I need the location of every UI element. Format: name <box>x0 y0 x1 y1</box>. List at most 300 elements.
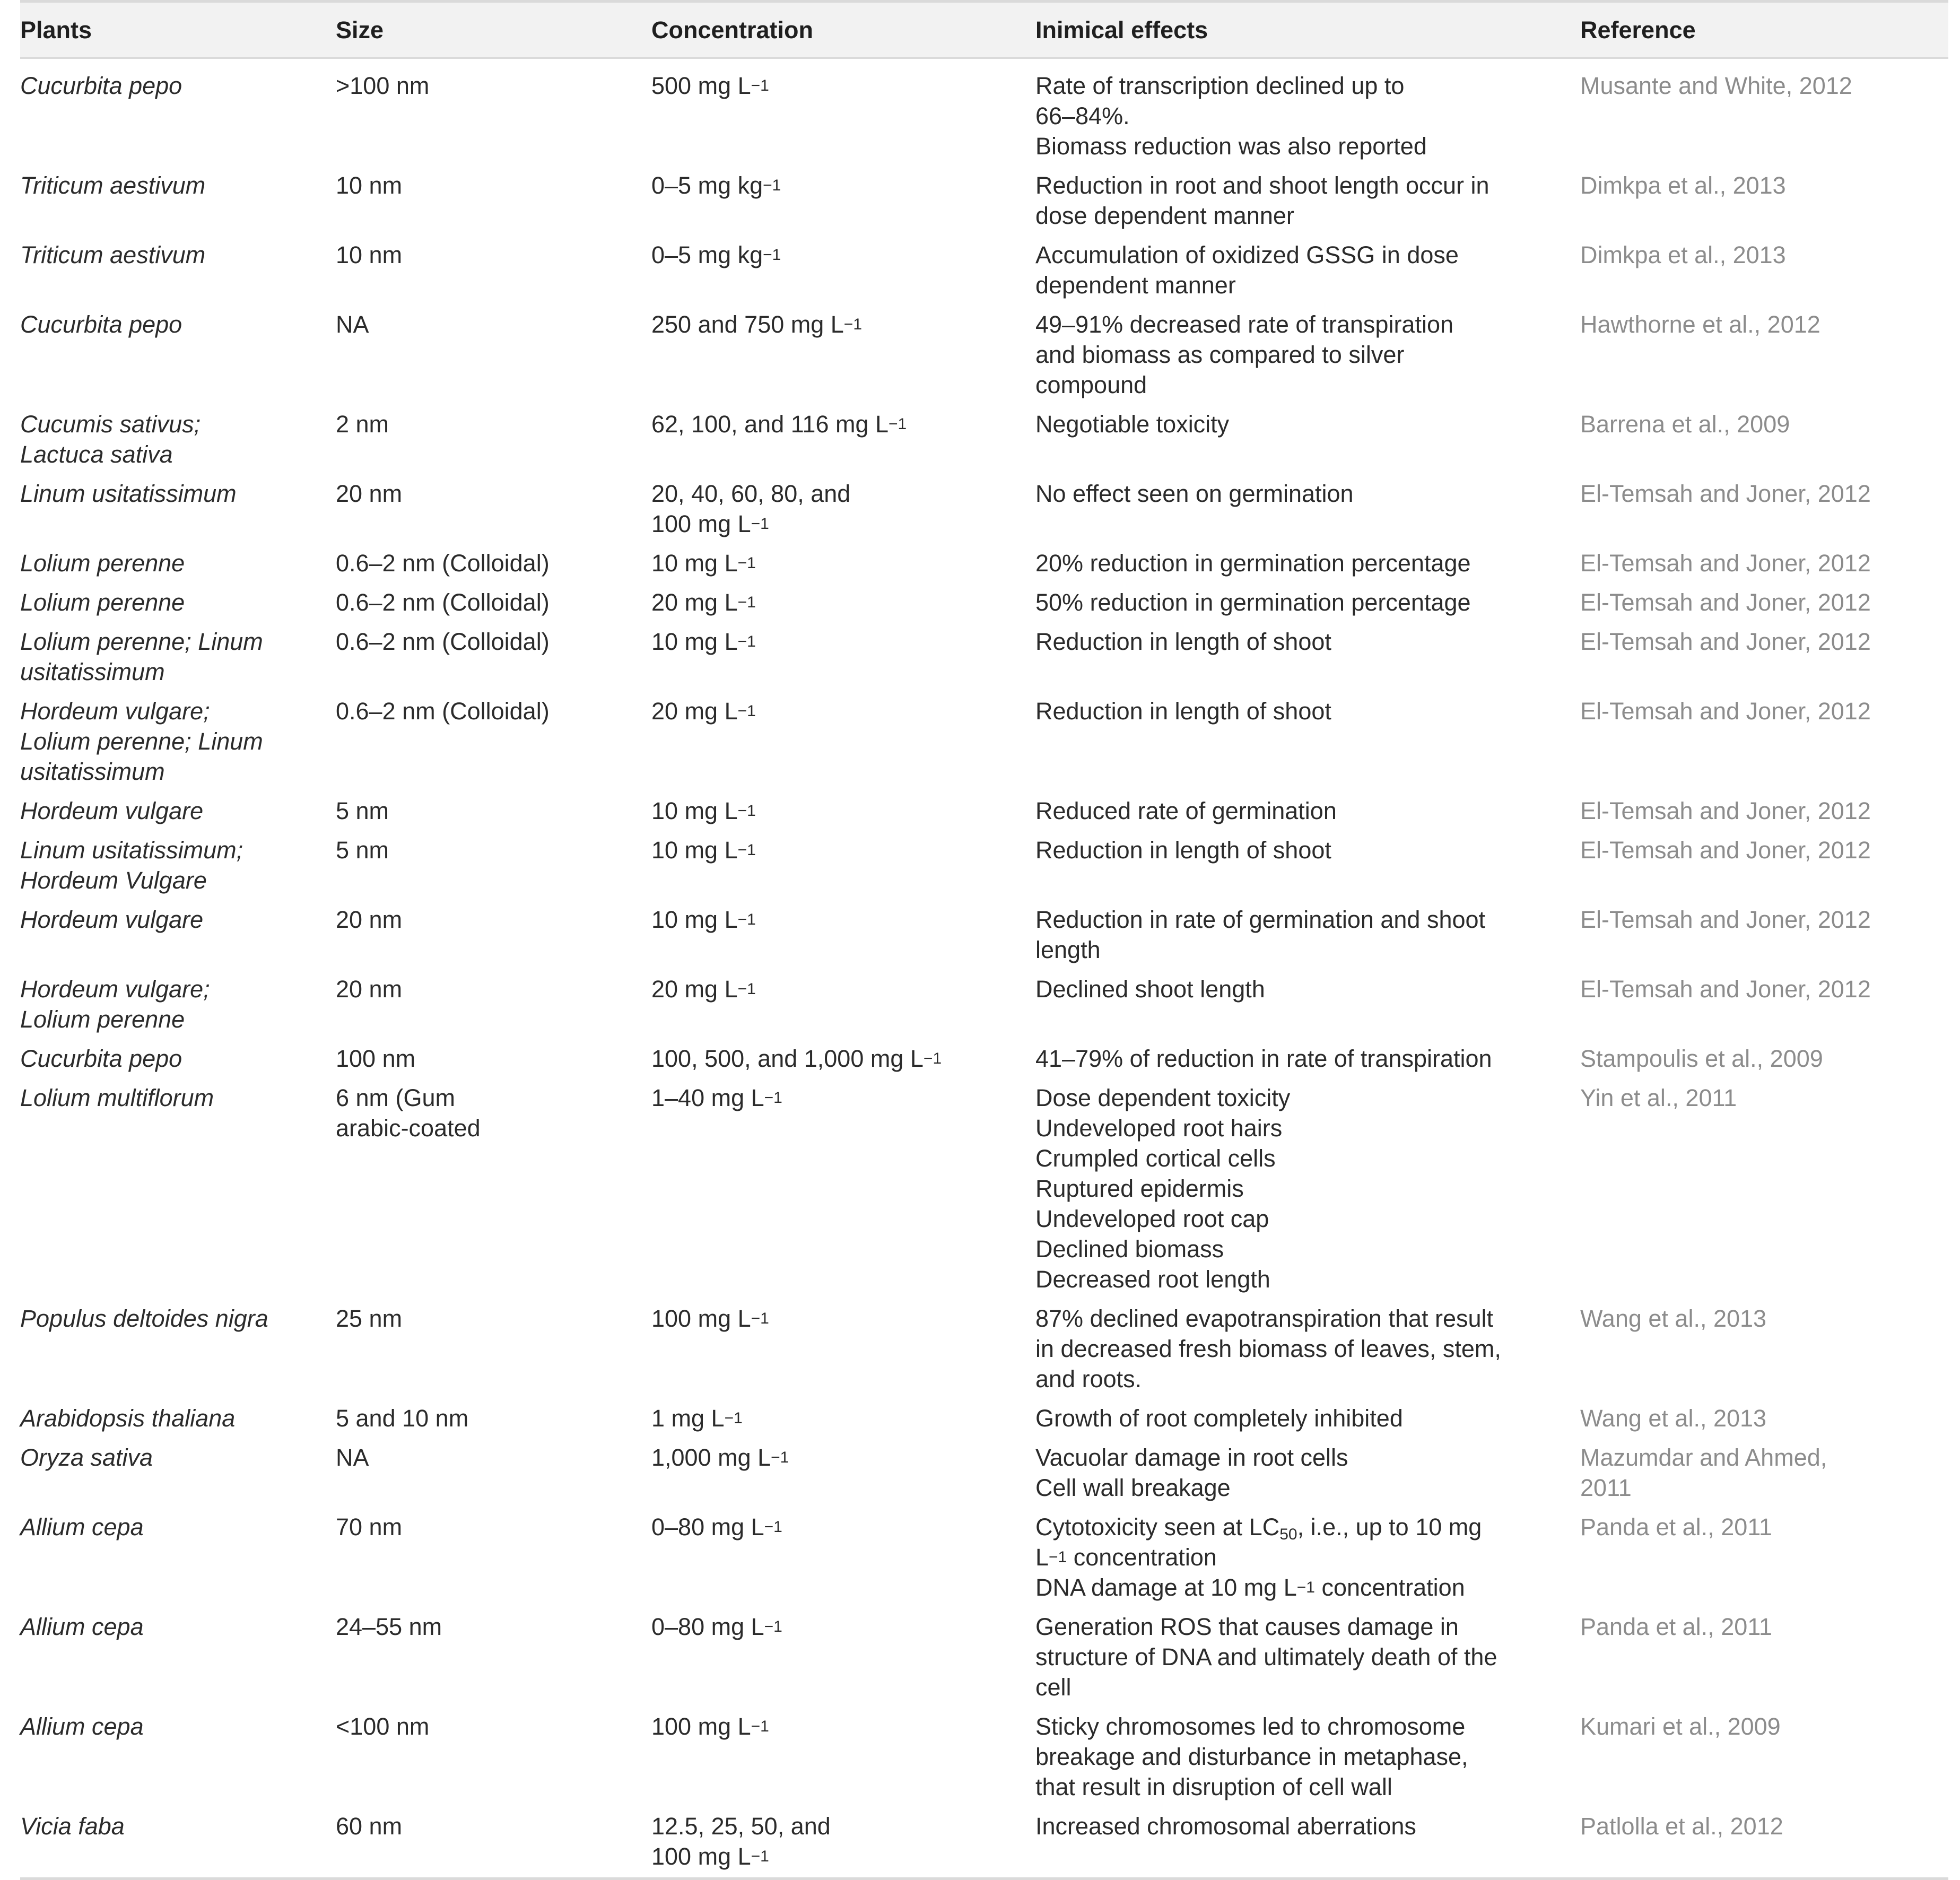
header-reference: Reference <box>1580 16 1696 43</box>
cell-concentration <box>651 623 1035 693</box>
cell-size <box>336 623 651 693</box>
cell-size <box>336 901 651 971</box>
cell-size-line: 20 nm <box>336 480 403 507</box>
cell-reference-line: Stampoulis et al., 2009 <box>1580 1045 1823 1072</box>
cell-concentration-line: 10 mg $L^{-1}$ <box>651 797 756 824</box>
cell-inimical-effects <box>1035 1608 1580 1708</box>
cell-plant-line: Lolium perenne; Linum <box>20 728 263 755</box>
cell-plant-line: Lolium perenne; Linum <box>20 628 263 655</box>
table-row <box>20 793 1948 832</box>
cell-concentration-line: 10 mg $L^{-1}$ <box>651 628 756 655</box>
cell-size-line: 0.6–2 nm (Colloidal) <box>336 698 550 725</box>
cell-concentration <box>651 1400 1035 1439</box>
cell-inimical-effects-line: Declined shoot length <box>1035 976 1265 1003</box>
cell-concentration-line: 20 mg $L^{-1}$ <box>651 589 756 616</box>
cell-reference <box>1580 167 1948 237</box>
cell-size-line: 10 nm <box>336 172 403 199</box>
cell-inimical-effects-line: 49–91% decreased rate of transpiration <box>1035 311 1454 338</box>
cell-plant-line: Hordeum vulgare; <box>20 976 210 1003</box>
cell-reference-line: Patlolla et al., 2012 <box>1580 1813 1783 1840</box>
superscript: −1 <box>737 911 756 928</box>
cell-size-line: arabic-coated <box>336 1115 481 1142</box>
cell-size <box>336 475 651 545</box>
cell-size-line: 0.6–2 nm (Colloidal) <box>336 550 550 577</box>
cell-concentration <box>651 306 1035 406</box>
superscript: −1 <box>737 554 756 572</box>
cell-reference <box>1580 58 1948 167</box>
cell-size <box>336 1708 651 1808</box>
cell-inimical-effects <box>1035 237 1580 306</box>
cell-plant-line: Triticum aestivum <box>20 172 206 199</box>
cell-inimical-effects <box>1035 1400 1580 1439</box>
cell-size <box>336 545 651 584</box>
cell-plant-line: Lactuca sativa <box>20 441 173 468</box>
cell-inimical-effects <box>1035 1080 1580 1300</box>
cell-reference <box>1580 1300 1948 1400</box>
header-row <box>20 2 1948 58</box>
cell-size <box>336 1509 651 1608</box>
superscript: −1 <box>737 841 756 859</box>
cell-concentration <box>651 406 1035 475</box>
cell-concentration <box>651 1808 1035 1879</box>
cell-concentration-line: 20, 40, 60, 80, and <box>651 480 851 507</box>
superscript: −1 <box>1049 1548 1067 1566</box>
cell-reference <box>1580 1040 1948 1080</box>
cell-inimical-effects-line: Accumulation of oxidized GSSG in dose <box>1035 241 1459 268</box>
cell-plant <box>20 475 336 545</box>
cell-reference <box>1580 306 1948 406</box>
cell-size <box>336 306 651 406</box>
cell-size-line: >100 nm <box>336 72 430 99</box>
cell-reference <box>1580 901 1948 971</box>
cell-size <box>336 1808 651 1879</box>
superscript: −1 <box>737 594 756 611</box>
cell-concentration-line: 500 mg $L^{-1}$ <box>651 72 769 99</box>
table-row <box>20 1080 1948 1300</box>
cell-size <box>336 1080 651 1300</box>
cell-concentration-line: 100 mg $L^{-1}$ <box>651 510 769 537</box>
cell-concentration-line: 20 mg $L^{-1}$ <box>651 698 756 725</box>
cell-plant-line: Cucurbita pepo <box>20 311 182 338</box>
cell-plant <box>20 1300 336 1400</box>
cell-plant <box>20 793 336 832</box>
table-row <box>20 584 1948 623</box>
cell-inimical-effects-line: Ruptured epidermis <box>1035 1175 1244 1202</box>
cell-size <box>336 832 651 901</box>
cell-plant-line: Lolium perenne <box>20 550 185 577</box>
cell-inimical-effects <box>1035 1708 1580 1808</box>
cell-plant-line: Linum usitatissimum; <box>20 837 243 864</box>
cell-plant-line: Hordeum vulgare; <box>20 698 210 725</box>
table-row <box>20 58 1948 167</box>
cell-inimical-effects-line: 50% reduction in germination percentage <box>1035 589 1471 616</box>
cell-inimical-effects <box>1035 58 1580 167</box>
table-row <box>20 545 1948 584</box>
cell-concentration <box>651 237 1035 306</box>
cell-inimical-effects <box>1035 901 1580 971</box>
cell-concentration-line: 100 mg $L^{-1}$ <box>651 1305 769 1332</box>
cell-plant-line: Hordeum Vulgare <box>20 867 207 894</box>
cell-inimical-effects-line: breakage and disturbance in metaphase, <box>1035 1743 1468 1770</box>
cell-size-line: 10 nm <box>336 241 403 268</box>
cell-inimical-effects-line: 20% reduction in germination percentage <box>1035 550 1471 577</box>
cell-inimical-effects-line: Growth of root completely inhibited <box>1035 1405 1403 1432</box>
cell-plant <box>20 1080 336 1300</box>
cell-plant-line: Hordeum vulgare <box>20 797 204 824</box>
cell-concentration <box>651 693 1035 793</box>
cell-inimical-effects <box>1035 545 1580 584</box>
cell-reference <box>1580 1608 1948 1708</box>
cell-size-line: 5 nm <box>336 797 389 824</box>
cell-plant-line: Oryza sativa <box>20 1444 153 1471</box>
superscript: −1 <box>764 1618 782 1635</box>
table-row <box>20 475 1948 545</box>
cell-inimical-effects-line: dependent manner <box>1035 272 1236 299</box>
cell-plant-line: Cucurbita pepo <box>20 1045 182 1072</box>
table-row <box>20 1509 1948 1608</box>
cell-concentration <box>651 1439 1035 1509</box>
cell-reference <box>1580 1439 1948 1509</box>
table-row <box>20 901 1948 971</box>
superscript: −1 <box>751 1848 769 1865</box>
cell-concentration-line: 10 mg $L^{-1}$ <box>651 837 756 864</box>
superscript: −1 <box>751 515 769 533</box>
cell-reference-line: El-Temsah and Joner, 2012 <box>1580 976 1871 1003</box>
cell-size <box>336 1300 651 1400</box>
cell-reference <box>1580 1509 1948 1608</box>
cell-plant <box>20 584 336 623</box>
cell-concentration <box>651 1300 1035 1400</box>
cell-size-line: 60 nm <box>336 1813 403 1840</box>
cell-reference-line: Wang et al., 2013 <box>1580 1405 1767 1432</box>
cell-concentration-line: 0–80 mg $L^{-1}$ <box>651 1613 782 1640</box>
cell-size <box>336 971 651 1040</box>
cell-size-line: 100 nm <box>336 1045 416 1072</box>
cell-reference-line: Mazumdar and Ahmed, <box>1580 1444 1827 1471</box>
cell-plant-line: Populus deltoides nigra <box>20 1305 268 1332</box>
cell-concentration <box>651 1080 1035 1300</box>
cell-reference <box>1580 1400 1948 1439</box>
table-row <box>20 1439 1948 1509</box>
cell-plant-line: Vicia faba <box>20 1813 125 1840</box>
cell-plant-line: Cucumis sativus; <box>20 411 201 438</box>
superscript: −1 <box>751 77 769 94</box>
cell-reference <box>1580 832 1948 901</box>
cell-concentration-line: 0–5 mg $kg^{-1}$ <box>651 172 781 199</box>
subscript: 50 <box>1279 1526 1297 1543</box>
cell-inimical-effects-line: Reduction in rate of germination and shoot <box>1035 906 1486 933</box>
cell-concentration <box>651 475 1035 545</box>
cell-reference <box>1580 475 1948 545</box>
cell-plant <box>20 1400 336 1439</box>
cell-size <box>336 237 651 306</box>
table-row <box>20 1808 1948 1879</box>
cell-reference-line: El-Temsah and Joner, 2012 <box>1580 550 1871 577</box>
cell-inimical-effects <box>1035 167 1580 237</box>
cell-size-line: 20 nm <box>336 906 403 933</box>
table-row <box>20 693 1948 793</box>
table-row <box>20 971 1948 1040</box>
header-plants: Plants <box>20 16 92 43</box>
table-row <box>20 306 1948 406</box>
cell-size-line: NA <box>336 1444 369 1471</box>
cell-reference <box>1580 1708 1948 1808</box>
cell-reference-line: El-Temsah and Joner, 2012 <box>1580 480 1871 507</box>
cell-plant-line: Lolium perenne <box>20 589 185 616</box>
cell-inimical-effects <box>1035 623 1580 693</box>
superscript: −1 <box>737 702 756 720</box>
cell-inimical-effects-line: Undeveloped root hairs <box>1035 1115 1283 1142</box>
cell-concentration-line: 10 mg $L^{-1}$ <box>651 550 756 577</box>
cell-inimical-effects <box>1035 475 1580 545</box>
cell-inimical-effects <box>1035 406 1580 475</box>
table-row <box>20 1400 1948 1439</box>
cell-plant-line: usitatissimum <box>20 658 165 685</box>
cell-plant <box>20 1509 336 1608</box>
cell-plant <box>20 1708 336 1808</box>
cell-inimical-effects-line: compound <box>1035 371 1147 398</box>
cell-plant <box>20 971 336 1040</box>
cell-size-line: 70 nm <box>336 1513 403 1540</box>
cell-plant-line: Allium cepa <box>20 1713 144 1740</box>
cell-concentration-line: 62, 100, and 116 mg $L^{-1}$ <box>651 411 907 438</box>
cell-size <box>336 1400 651 1439</box>
cell-reference-line: El-Temsah and Joner, 2012 <box>1580 628 1871 655</box>
cell-size-line: 2 nm <box>336 411 389 438</box>
cell-inimical-effects-line: structure of DNA and ultimately death of the <box>1035 1643 1497 1670</box>
cell-inimical-effects-line: Cell wall breakage <box>1035 1474 1231 1501</box>
cell-inimical-effects-line: Declined biomass <box>1035 1235 1224 1263</box>
cell-reference-line: 2011 <box>1580 1474 1632 1501</box>
cell-inimical-effects-line: Reduction in length of shoot <box>1035 698 1331 725</box>
cell-concentration-line: 100 mg $L^{-1}$ <box>651 1713 769 1740</box>
cell-inimical-effects-line: Increased chromosomal aberrations <box>1035 1813 1416 1840</box>
cell-inimical-effects-line: Biomass reduction was also reported <box>1035 133 1427 160</box>
cell-inimical-effects-line: 41–79% of reduction in rate of transpiration <box>1035 1045 1492 1072</box>
superscript: −1 <box>923 1050 942 1067</box>
superscript: −1 <box>888 415 907 433</box>
cell-plant-line: Cucurbita pepo <box>20 72 182 99</box>
table-row <box>20 406 1948 475</box>
cell-concentration <box>651 1040 1035 1080</box>
cell-concentration <box>651 1708 1035 1808</box>
cell-concentration-line: 0–80 mg $L^{-1}$ <box>651 1513 782 1540</box>
cell-plant <box>20 306 336 406</box>
cell-inimical-effects-line: Undeveloped root cap <box>1035 1205 1269 1232</box>
cell-concentration-line: 100 mg $L^{-1}$ <box>651 1843 769 1870</box>
cell-plant-line: Allium cepa <box>20 1513 144 1540</box>
cell-size-line: NA <box>336 311 369 338</box>
cell-reference-line: Panda et al., 2011 <box>1580 1613 1772 1640</box>
cell-concentration-line: 100, 500, and 1,000 mg $L^{-1}$ <box>651 1045 942 1072</box>
superscript: −1 <box>843 316 863 333</box>
cell-reference <box>1580 584 1948 623</box>
cell-reference <box>1580 971 1948 1040</box>
cell-reference <box>1580 623 1948 693</box>
cell-inimical-effects <box>1035 971 1580 1040</box>
cell-reference-line: El-Temsah and Joner, 2012 <box>1580 797 1871 824</box>
table-row <box>20 167 1948 237</box>
cell-size-line: 20 nm <box>336 976 403 1003</box>
superscript: −1 <box>751 1310 769 1327</box>
table-row <box>20 1040 1948 1080</box>
superscript: −1 <box>737 633 756 650</box>
cell-inimical-effects-line: Reduced rate of germination <box>1035 797 1337 824</box>
cell-inimical-effects-line: Decreased root length <box>1035 1266 1270 1293</box>
cell-inimical-effects-line: and biomass as compared to silver <box>1035 341 1405 368</box>
superscript: −1 <box>724 1409 743 1427</box>
cell-reference <box>1580 693 1948 793</box>
cell-inimical-effects <box>1035 693 1580 793</box>
cell-reference-line: Yin et al., 2011 <box>1580 1084 1737 1111</box>
cell-inimical-effects <box>1035 832 1580 901</box>
cell-inimical-effects <box>1035 1300 1580 1400</box>
cell-inimical-effects-line: Rate of transcription declined up to <box>1035 72 1405 99</box>
cell-inimical-effects-line: Cytotoxicity seen at $LC_{50}$, i.e., up to 10 mg <box>1035 1513 1482 1543</box>
superscript: −1 <box>771 1449 789 1466</box>
cell-reference <box>1580 237 1948 306</box>
superscript: −1 <box>737 802 756 820</box>
cell-inimical-effects-line: Crumpled cortical cells <box>1035 1145 1276 1172</box>
cell-plant <box>20 406 336 475</box>
cell-inimical-effects-line: 87% declined evapotranspiration that result <box>1035 1305 1494 1332</box>
cell-reference <box>1580 1080 1948 1300</box>
table-row <box>20 237 1948 306</box>
cell-inimical-effects-line: in decreased fresh biomass of leaves, stem, <box>1035 1335 1501 1362</box>
cell-plant-line: Lolium perenne <box>20 1006 185 1033</box>
cell-inimical-effects <box>1035 1040 1580 1080</box>
cell-concentration <box>651 901 1035 971</box>
header-size: Size <box>336 16 384 43</box>
superscript: −1 <box>751 1718 769 1735</box>
cell-plant <box>20 1808 336 1879</box>
cell-concentration <box>651 793 1035 832</box>
table-row <box>20 1608 1948 1708</box>
cell-size <box>336 406 651 475</box>
cell-plant <box>20 58 336 167</box>
cell-size-line: 6 nm (Gum <box>336 1084 456 1111</box>
cell-inimical-effects-line: Negotiable toxicity <box>1035 411 1230 438</box>
cell-size <box>336 1040 651 1080</box>
cell-concentration-line: 20 mg $L^{-1}$ <box>651 976 756 1003</box>
cell-reference-line: Dimkpa et al., 2013 <box>1580 241 1786 268</box>
cell-inimical-effects-line: Dose dependent toxicity <box>1035 1084 1291 1111</box>
cell-reference-line: Panda et al., 2011 <box>1580 1513 1772 1540</box>
cell-size <box>336 793 651 832</box>
cell-concentration-line: 250 and 750 mg $L^{-1}$ <box>651 311 863 338</box>
cell-inimical-effects <box>1035 584 1580 623</box>
cell-size <box>336 1439 651 1509</box>
cell-reference-line: El-Temsah and Joner, 2012 <box>1580 837 1871 864</box>
cell-inimical-effects-line: Generation ROS that causes damage in <box>1035 1613 1459 1640</box>
cell-inimical-effects-line: cell <box>1035 1674 1072 1701</box>
cell-reference-line: El-Temsah and Joner, 2012 <box>1580 698 1871 725</box>
toxicity-table <box>20 0 1948 1880</box>
cell-size-line: 0.6–2 nm (Colloidal) <box>336 589 550 616</box>
table-row <box>20 1708 1948 1808</box>
cell-concentration-line: 12.5, 25, 50, and <box>651 1813 831 1840</box>
cell-size <box>336 58 651 167</box>
cell-reference-line: Barrena et al., 2009 <box>1580 411 1790 438</box>
cell-inimical-effects <box>1035 1808 1580 1879</box>
cell-concentration-line: 1 mg $L^{-1}$ <box>651 1405 743 1432</box>
cell-size-line: 0.6–2 nm (Colloidal) <box>336 628 550 655</box>
cell-inimical-effects-line: DNA damage at 10 mg $L^{-1}$ concentration <box>1035 1574 1465 1601</box>
header-concentration: Concentration <box>651 16 814 43</box>
cell-reference <box>1580 793 1948 832</box>
cell-size-line: 25 nm <box>336 1305 403 1332</box>
cell-concentration <box>651 971 1035 1040</box>
cell-reference-line: Dimkpa et al., 2013 <box>1580 172 1786 199</box>
cell-concentration <box>651 1509 1035 1608</box>
cell-plant-line: Triticum aestivum <box>20 241 206 268</box>
cell-concentration <box>651 167 1035 237</box>
cell-inimical-effects-line: that result in disruption of cell wall <box>1035 1773 1392 1800</box>
cell-inimical-effects-line: No effect seen on germination <box>1035 480 1354 507</box>
superscript: −1 <box>737 980 756 998</box>
superscript: −1 <box>763 177 781 194</box>
superscript: −1 <box>763 246 781 264</box>
superscript: −1 <box>764 1089 782 1107</box>
cell-size-line: 5 and 10 nm <box>336 1405 469 1432</box>
cell-reference-line: El-Temsah and Joner, 2012 <box>1580 906 1871 933</box>
cell-reference <box>1580 545 1948 584</box>
cell-size-line: <100 nm <box>336 1713 430 1740</box>
superscript: −1 <box>1296 1579 1315 1596</box>
cell-concentration <box>651 1608 1035 1708</box>
cell-inimical-effects-line: $L^{-1}$ concentration <box>1035 1544 1217 1571</box>
cell-reference <box>1580 1808 1948 1879</box>
cell-inimical-effects <box>1035 1439 1580 1509</box>
cell-inimical-effects-line: Reduction in root and shoot length occur in <box>1035 172 1489 199</box>
cell-reference-line: Hawthorne et al., 2012 <box>1580 311 1820 338</box>
table-row <box>20 623 1948 693</box>
cell-concentration-line: 1–40 mg $L^{-1}$ <box>651 1084 782 1111</box>
cell-concentration <box>651 58 1035 167</box>
cell-inimical-effects-line: 66–84%. <box>1035 102 1130 129</box>
cell-size <box>336 584 651 623</box>
cell-reference-line: Wang et al., 2013 <box>1580 1305 1767 1332</box>
cell-inimical-effects <box>1035 306 1580 406</box>
cell-plant <box>20 693 336 793</box>
cell-size-line: 5 nm <box>336 837 389 864</box>
cell-plant <box>20 1040 336 1080</box>
cell-plant <box>20 1608 336 1708</box>
cell-size <box>336 1608 651 1708</box>
cell-plant <box>20 832 336 901</box>
cell-plant <box>20 1439 336 1509</box>
cell-size <box>336 693 651 793</box>
cell-reference-line: El-Temsah and Joner, 2012 <box>1580 589 1871 616</box>
cell-concentration-line: 10 mg $L^{-1}$ <box>651 906 756 933</box>
cell-concentration <box>651 584 1035 623</box>
cell-plant-line: Allium cepa <box>20 1613 144 1640</box>
cell-concentration-line: 1,000 mg $L^{-1}$ <box>651 1444 789 1471</box>
cell-inimical-effects <box>1035 1509 1580 1608</box>
cell-inimical-effects-line: length <box>1035 936 1101 963</box>
cell-plant-line: usitatissimum <box>20 758 165 785</box>
cell-plant <box>20 167 336 237</box>
cell-plant <box>20 545 336 584</box>
cell-concentration-line: 0–5 mg $kg^{-1}$ <box>651 241 781 268</box>
cell-inimical-effects-line: Reduction in length of shoot <box>1035 837 1331 864</box>
cell-plant-line: Lolium multiflorum <box>20 1084 214 1111</box>
cell-size-line: 24–55 nm <box>336 1613 442 1640</box>
cell-plant <box>20 237 336 306</box>
cell-size <box>336 167 651 237</box>
table-header <box>20 2 1948 58</box>
cell-inimical-effects-line: and roots. <box>1035 1365 1142 1392</box>
